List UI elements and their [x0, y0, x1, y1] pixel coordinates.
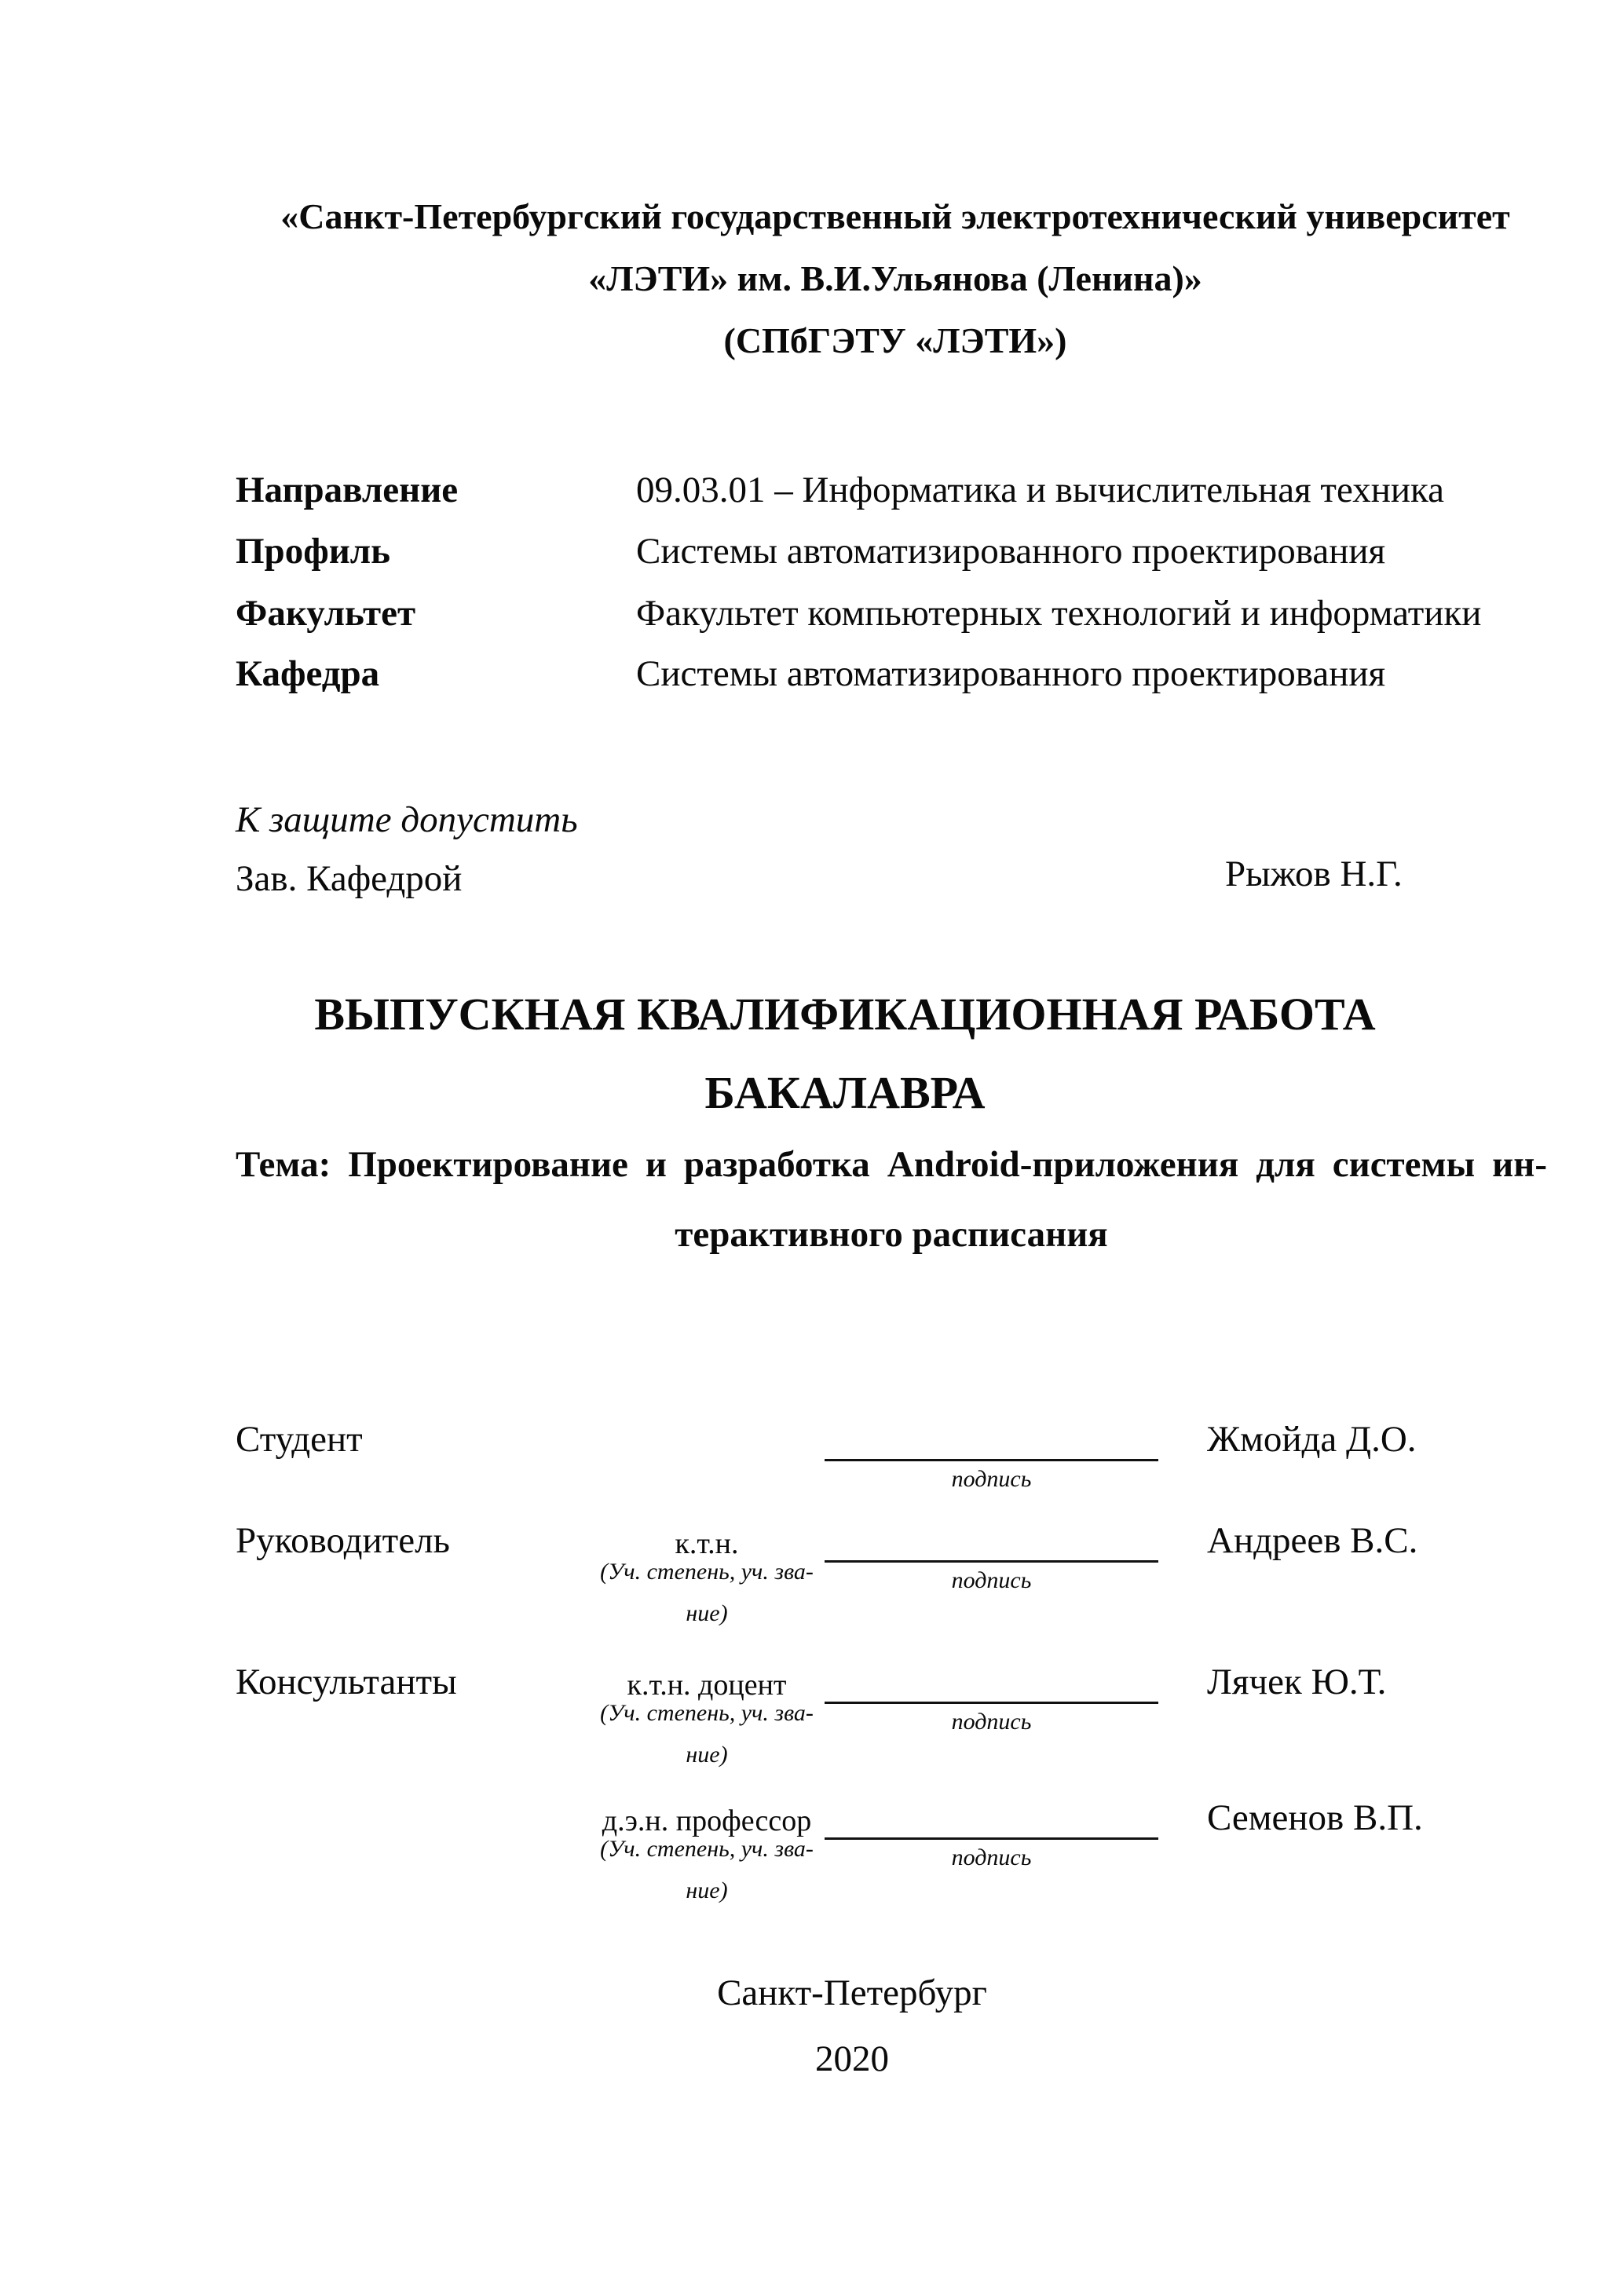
- degree-note-line-2: ние): [686, 1742, 728, 1768]
- info-value: Факультет компьютерных технологий и информатики: [636, 593, 1482, 634]
- info-row-department: [236, 652, 1547, 713]
- info-label: Направление: [236, 470, 459, 510]
- footer-year: 2020: [815, 2038, 889, 2079]
- signature-role-label: Руководитель: [236, 1520, 450, 1561]
- topic-line-1: Тема: Проектирование и разработка Android-приложения для системы ин-: [236, 1144, 1547, 1185]
- signature-person-name: Семенов В.П.: [1207, 1797, 1423, 1838]
- signature-line: [825, 1560, 1158, 1563]
- signature-degree: д.э.н. профессор: [602, 1804, 812, 1837]
- signature-row-consultant-2: [236, 1797, 1547, 1914]
- signature-caption: подпись: [951, 1844, 1032, 1870]
- info-label: Профиль: [236, 531, 391, 572]
- signature-role-label: Консультанты: [236, 1662, 457, 1702]
- admission-statement: К защите допустить: [236, 799, 578, 840]
- university-abbreviation: (СПбГЭТУ «ЛЭТИ»): [723, 320, 1067, 360]
- info-row-faculty: [236, 591, 1547, 653]
- signature-row-supervisor: [236, 1519, 1547, 1637]
- thesis-title-line-2: БАКАЛАВРА: [704, 1067, 986, 1118]
- signature-line: [825, 1837, 1158, 1840]
- info-value: Системы автоматизированного проектирования: [636, 653, 1386, 694]
- footer-city: Санкт-Петербург: [717, 1972, 987, 2013]
- signature-line: [825, 1459, 1158, 1461]
- university-header: [259, 185, 1531, 371]
- signature-caption: подпись: [951, 1567, 1032, 1593]
- info-value: 09.03.01 – Информатика и вычислительная техника: [636, 470, 1444, 510]
- university-name-line-2: «ЛЭТИ» им. В.И.Ульянова (Ленина)»: [588, 258, 1202, 298]
- topic-line-2: терактивного расписания: [675, 1214, 1108, 1255]
- info-row-direction: [236, 468, 1547, 529]
- signature-row-student: [236, 1418, 1547, 1536]
- degree-note-line-2: ние): [686, 1600, 728, 1626]
- university-name-line-1: «Санкт-Петербургский государственный электротехнический университет: [280, 196, 1510, 236]
- degree-note-line-1: (Уч. степень, уч. зва-: [600, 1836, 814, 1862]
- info-label: Кафедра: [236, 653, 380, 694]
- signature-person-name: Жмойда Д.О.: [1207, 1419, 1417, 1460]
- signature-person-name: Андреев В.С.: [1207, 1520, 1418, 1561]
- department-head-label: Зав. Кафедрой: [236, 858, 463, 899]
- signature-caption: подпись: [951, 1709, 1032, 1735]
- signature-role-label: Студент: [236, 1419, 363, 1460]
- signature-caption: подпись: [951, 1466, 1032, 1492]
- info-label: Факультет: [236, 593, 416, 634]
- signature-line: [825, 1702, 1158, 1704]
- department-head-name: Рыжов Н.Г.: [1225, 854, 1403, 894]
- info-row-profile: [236, 529, 1547, 590]
- thesis-title-line-1: ВЫПУСКНАЯ КВАЛИФИКАЦИОННАЯ РАБОТА: [314, 989, 1376, 1040]
- signature-person-name: Лячек Ю.Т.: [1207, 1662, 1387, 1702]
- signature-row-consultant-1: [236, 1661, 1547, 1779]
- info-value: Системы автоматизированного проектирования: [636, 531, 1386, 572]
- degree-note-line-1: (Уч. степень, уч. зва-: [600, 1700, 814, 1726]
- degree-note-line-1: (Уч. степень, уч. зва-: [600, 1559, 814, 1585]
- signature-degree: к.т.н.: [675, 1527, 739, 1560]
- signature-degree: к.т.н. доцент: [627, 1669, 787, 1702]
- degree-note-line-2: ние): [686, 1877, 728, 1903]
